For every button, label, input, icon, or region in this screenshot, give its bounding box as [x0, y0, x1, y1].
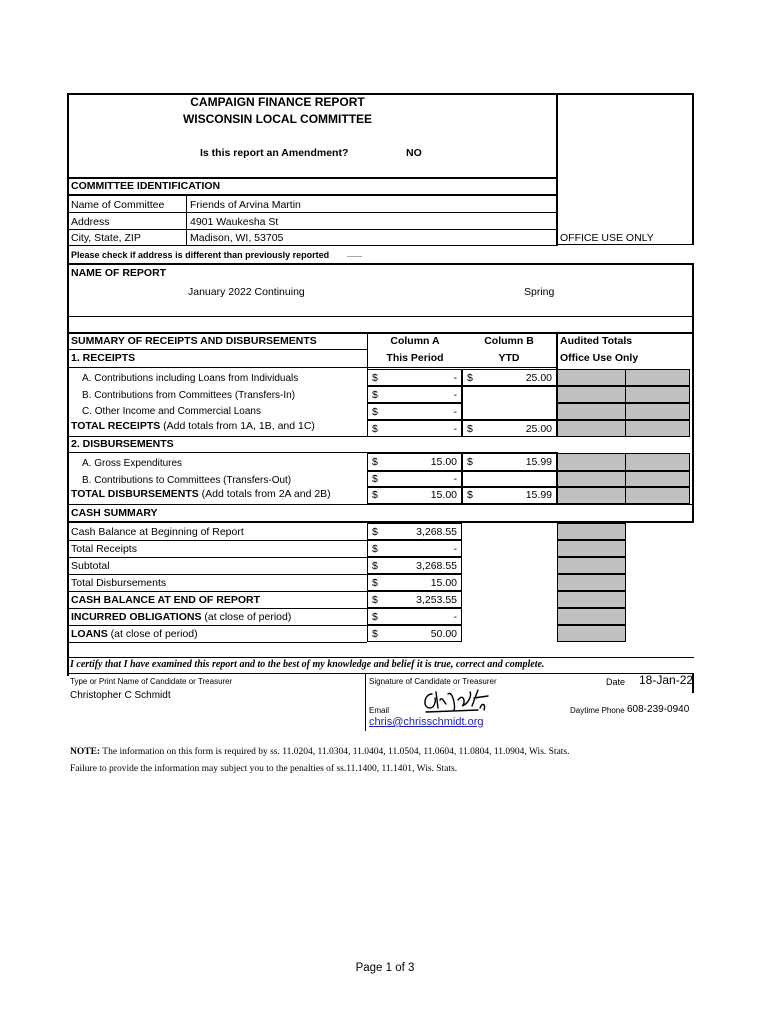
cash-row-value: 15.00: [430, 577, 457, 589]
currency-sign: $: [372, 423, 378, 435]
total-receipts-note: (Add totals from 1A, 1B, and 1C): [160, 420, 315, 432]
receipt-row-a-label: A. Contributions including Loans from Individuals: [82, 373, 299, 384]
signature-label: Signature of Candidate or Treasurer: [369, 677, 497, 686]
disb-row-b-label: B. Contributions to Committees (Transfers-Out): [82, 475, 292, 486]
cash-row-label: [71, 526, 244, 538]
frame-right-5: [692, 504, 694, 523]
total-receipts-bold: TOTAL RECEIPTS: [71, 420, 161, 432]
frame-right-3: [692, 333, 694, 369]
audit-cell: [557, 523, 626, 540]
currency-sign: $: [372, 543, 378, 555]
city-field[interactable]: Madison, WI, 53705: [190, 232, 284, 244]
audit-cell: [557, 453, 626, 471]
phone-label: Daytime Phone: [570, 706, 625, 715]
disb-a-value: 15.00: [430, 456, 457, 468]
note-line-1: [70, 747, 570, 757]
committee-name-field[interactable]: Friends of Arvina Martin: [190, 199, 301, 211]
divider: [67, 177, 558, 179]
cash-row-label-text: Total Receipts: [71, 543, 137, 555]
divider: [67, 523, 69, 658]
report-title: CAMPAIGN FINANCE REPORT: [190, 95, 365, 109]
total-disbursements-label: [71, 488, 331, 500]
currency-sign: $: [467, 372, 473, 384]
disb-row-a-label: A. Gross Expenditures: [82, 458, 183, 469]
email-label: Email: [369, 706, 390, 715]
email-link[interactable]: chris@chrisschmidt.org: [369, 716, 484, 728]
divider: [67, 436, 558, 437]
certify-statement: I certify that I have examined this report and to the best of my knowledge and belief it is true, correct and complete.: [70, 659, 545, 670]
address-change-note: Please check if address is different than previously reported: [71, 250, 330, 260]
divider: [67, 657, 694, 658]
disb-a-ytd: 15.99: [525, 456, 552, 468]
total-disb-note: (Add totals from 2A and 2B): [198, 488, 331, 500]
cash-row-label-text: (at close of period): [107, 628, 198, 640]
frame-office-bottom: [556, 244, 694, 245]
currency-sign: $: [372, 560, 378, 572]
office-use-only-header: Office Use Only: [560, 352, 639, 364]
cash-row-label: [71, 594, 260, 606]
audit-cell: [625, 471, 690, 487]
total-receipts-label: [71, 420, 315, 432]
currency-sign: $: [372, 456, 378, 468]
audit-cell: [625, 453, 690, 471]
divider: [67, 504, 694, 505]
frame-right-4: [692, 368, 694, 505]
receipt-b-value: -: [453, 389, 457, 401]
report-name-heading: NAME OF REPORT: [71, 267, 167, 279]
address-label: Address: [71, 216, 110, 228]
audit-cell: [625, 369, 690, 386]
cash-row-label-bold: LOANS: [71, 628, 108, 640]
divider: [67, 212, 558, 213]
treasurer-name-field[interactable]: Christopher C Schmidt: [70, 690, 171, 701]
audit-cell: [557, 540, 626, 557]
divider: [67, 263, 694, 265]
note-text-1: The information on this form is required by ss. 11.0204, 11.0304, 11.0404, 11.0504, 11.0604, 11.0804, 11.0904, Wis. Stats.: [100, 747, 570, 757]
summary-heading: SUMMARY OF RECEIPTS AND DISBURSEMENTS: [71, 335, 317, 347]
cash-row-value: 3,268.55: [416, 560, 457, 572]
divider: [67, 673, 694, 674]
audit-cell: [625, 420, 690, 437]
divider: [67, 349, 367, 350]
note-line-2: Failure to provide the information may subject you to the penalties of ss.11.1400, 11.1401, Wis. Stats.: [70, 764, 458, 774]
total-disb-bold: TOTAL DISBURSEMENTS: [71, 488, 199, 500]
receipt-a-value: -: [453, 372, 457, 384]
currency-sign: $: [372, 611, 378, 623]
audit-cell: [557, 608, 626, 625]
city-label: City, State, ZIP: [71, 232, 141, 244]
divider: [67, 642, 367, 643]
cash-row-value: 50.00: [430, 628, 457, 640]
divider: [67, 625, 367, 626]
divider: [67, 574, 367, 575]
frame-right-2: [692, 263, 694, 333]
cash-row-value: 3,253.55: [416, 594, 457, 606]
date-label: Date: [606, 677, 626, 687]
currency-sign: $: [372, 526, 378, 538]
receipt-a-ytd: 25.00: [525, 372, 552, 384]
disb-b-cell[interactable]: [462, 471, 557, 487]
committee-heading: COMMITTEE IDENTIFICATION: [71, 180, 221, 192]
total-disb-ytd: 15.99: [525, 489, 552, 501]
cash-row-label: [71, 611, 291, 623]
cash-row-label: [71, 577, 166, 589]
receipts-heading: 1. RECEIPTS: [71, 352, 136, 364]
currency-sign: $: [467, 489, 473, 501]
currency-sign: $: [372, 389, 378, 401]
divider: [67, 591, 367, 592]
cash-row-label-bold: INCURRED OBLIGATIONS: [71, 611, 202, 623]
signature-image: [418, 686, 494, 716]
cash-row-label: [71, 543, 137, 555]
phone-field[interactable]: 608-239-0940: [627, 704, 690, 715]
divider: [67, 229, 558, 230]
frame-mid-vertical: [556, 93, 558, 245]
audit-cell: [557, 403, 626, 420]
currency-sign: $: [372, 473, 378, 485]
date-field[interactable]: 18-Jan-22: [639, 673, 694, 687]
divider: [186, 195, 187, 245]
divider: [67, 608, 367, 609]
currency-sign: $: [372, 628, 378, 640]
audit-cell: [625, 403, 690, 420]
address-field[interactable]: 4901 Waukesha St: [190, 216, 279, 228]
divider: [367, 333, 368, 369]
name-label: Type or Print Name of Candidate or Treasurer: [70, 677, 233, 686]
report-subtitle: WISCONSIN LOCAL COMMITTEE: [182, 112, 373, 126]
currency-sign: $: [467, 423, 473, 435]
receipt-row-c-label: C. Other Income and Commercial Loans: [82, 406, 261, 417]
report-name-field[interactable]: January 2022 Continuing: [188, 286, 305, 298]
divider: [67, 332, 694, 334]
divider: [365, 673, 366, 731]
divider: [67, 316, 694, 317]
note-label: NOTE:: [70, 747, 101, 757]
column-b-header: Column B: [484, 335, 534, 347]
cash-row-label-text: Subtotal: [71, 560, 110, 572]
cash-row-label-text: (at close of period): [201, 611, 292, 623]
audited-totals-header: Audited Totals: [560, 335, 633, 347]
frame-right: [692, 93, 694, 245]
amendment-question: Is this report an Amendment?: [200, 147, 349, 159]
cash-row-value: -: [453, 543, 457, 555]
currency-sign: $: [372, 406, 378, 418]
audit-cell: [557, 369, 626, 386]
audit-cell: [557, 625, 626, 642]
currency-sign: $: [372, 577, 378, 589]
cash-row-value: 3,268.55: [416, 526, 457, 538]
audit-cell: [557, 386, 626, 403]
total-disb-value: 15.00: [430, 489, 457, 501]
cash-summary-heading: CASH SUMMARY: [71, 507, 158, 519]
receipt-c-value: -: [453, 406, 457, 418]
divider: [556, 333, 558, 369]
column-a-header: Column A: [390, 335, 440, 347]
cash-row-label: [71, 628, 198, 640]
audit-cell: [557, 420, 626, 437]
cash-row-label-text: Cash Balance at Beginning of Report: [71, 526, 244, 538]
total-receipts-ytd: 25.00: [525, 423, 552, 435]
audit-cell: [557, 471, 626, 487]
audit-cell: [557, 591, 626, 608]
divider: [67, 367, 558, 368]
divider: [67, 540, 367, 541]
audit-cell: [557, 487, 626, 504]
cash-row-value: -: [453, 611, 457, 623]
audit-cell: [557, 574, 626, 591]
audit-cell: [557, 557, 626, 574]
office-use-label: OFFICE USE ONLY: [560, 232, 654, 244]
divider: [67, 194, 558, 196]
currency-sign: $: [467, 456, 473, 468]
audit-cell: [625, 386, 690, 403]
address-change-checkbox[interactable]: ___: [347, 248, 363, 258]
receipt-b-cell[interactable]: [462, 386, 557, 420]
amendment-answer[interactable]: NO: [406, 147, 422, 159]
column-b-subheader: YTD: [498, 352, 520, 364]
total-receipts-value: -: [453, 423, 457, 435]
receipt-row-b-label: B. Contributions from Committees (Transfers-In): [82, 390, 296, 401]
currency-sign: $: [372, 372, 378, 384]
divider: [67, 245, 558, 246]
currency-sign: $: [372, 594, 378, 606]
cash-row-label-text: Total Disbursements: [71, 577, 167, 589]
report-season-field[interactable]: Spring: [524, 286, 555, 298]
disbursements-heading: 2. DISBURSEMENTS: [71, 438, 174, 450]
currency-sign: $: [372, 489, 378, 501]
column-a-subheader: This Period: [386, 352, 444, 364]
committee-name-label: Name of Committee: [71, 199, 165, 211]
page-number: Page 1 of 3: [355, 962, 415, 974]
divider: [67, 557, 367, 558]
cash-row-label-bold: CASH BALANCE AT END OF REPORT: [71, 594, 260, 606]
audit-cell: [625, 487, 690, 504]
cash-row-label: [71, 560, 110, 572]
disb-b-value: -: [453, 473, 457, 485]
